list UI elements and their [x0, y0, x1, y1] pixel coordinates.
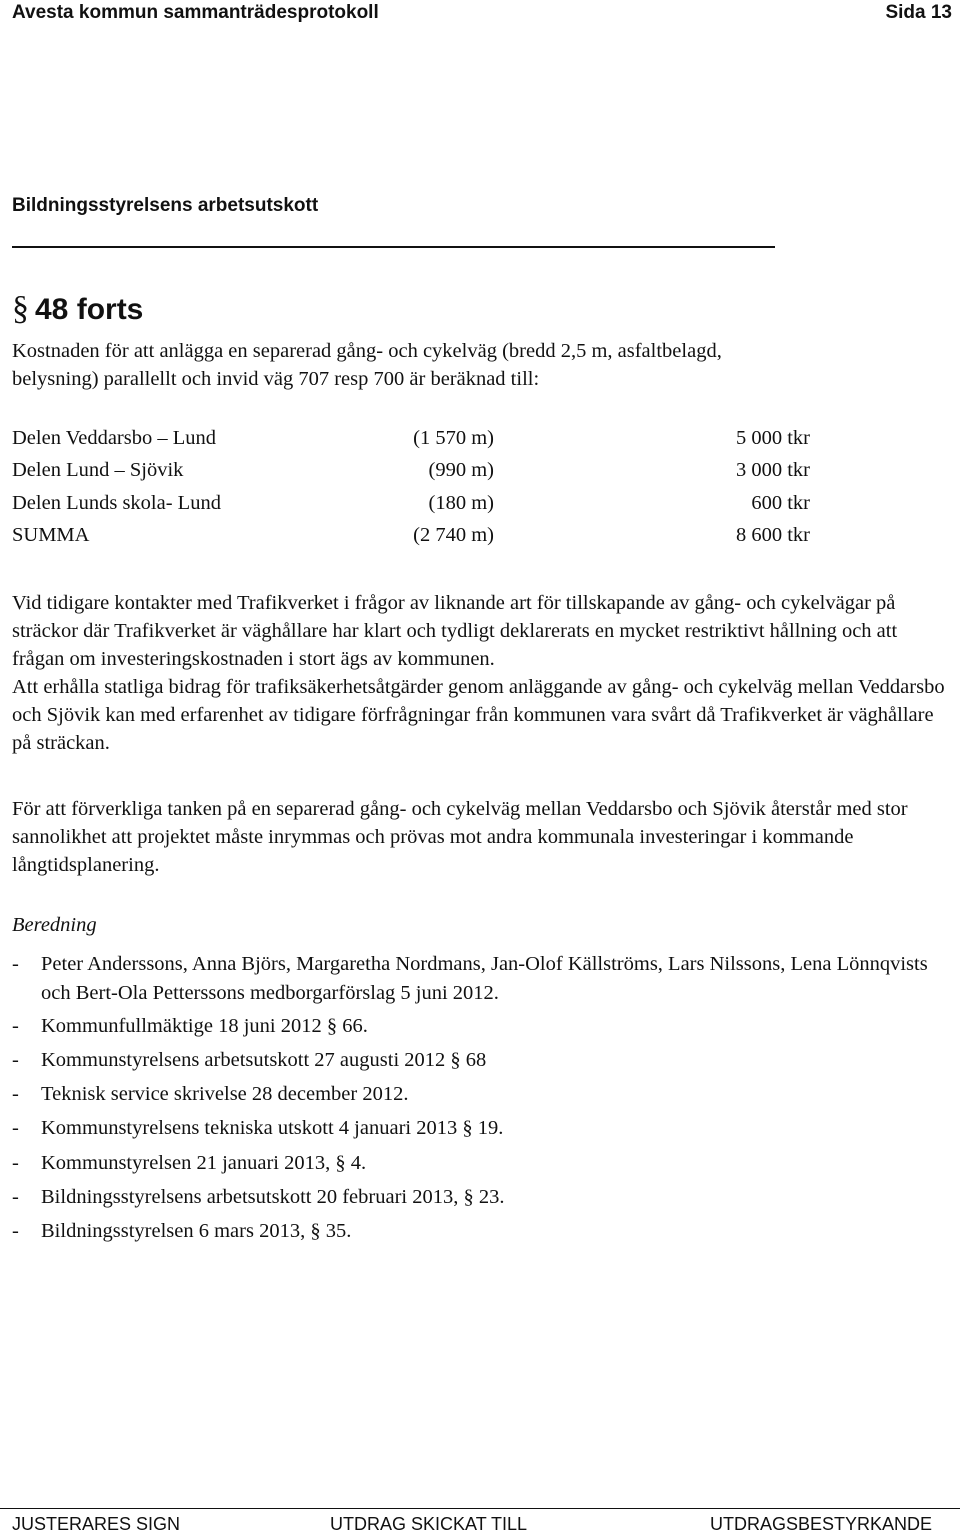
cost-segment: Delen Lund – Sjövik [12, 459, 184, 481]
intro-line: belysning) parallellt och invid väg 707 resp 700 är beräknad till: [12, 368, 540, 390]
cost-length: (2 740 m) [413, 524, 494, 546]
cost-length: (1 570 m) [413, 427, 494, 449]
paragraph-text: Att erhålla statliga bidrag för trafiksäkerhetsåtgärder genom anläggande av gång- och cykelväg mellan Veddarsbo och Sjövik kan med erfarenhet av tidigare förfrågningar från kommunen vara svårt då Trafikverket är väghållare på sträckan. [12, 676, 945, 754]
reference-text: Kommunfullmäktige 18 juni 2012 § 66. [41, 1015, 368, 1037]
list-dash: - [12, 953, 19, 975]
footer-sign-label: JUSTERARES SIGN [12, 1514, 181, 1534]
list-dash: - [12, 1015, 19, 1037]
reference-text: Teknisk service skrivelse 28 december 2012. [41, 1083, 409, 1105]
reference-item [12, 1080, 948, 1109]
cost-length: (180 m) [428, 492, 494, 514]
cost-length: (990 m) [428, 459, 494, 481]
section-symbol: § [12, 290, 29, 327]
cost-amount: 8 600 tkr [735, 524, 810, 546]
cost-segment: Delen Lunds skola- Lund [12, 492, 221, 514]
cost-row [12, 492, 812, 524]
reference-text: Kommunstyrelsens tekniska utskott 4 januari 2013 § 19. [41, 1117, 504, 1139]
page-number: Sida 13 [885, 2, 952, 23]
beredning-heading: Beredning [12, 914, 97, 936]
reference-item [12, 1183, 948, 1212]
reference-item [12, 1012, 948, 1041]
reference-item [12, 1046, 948, 1075]
reference-text: Kommunstyrelsens arbetsutskott 27 augusti 2012 § 68 [41, 1049, 487, 1071]
reference-item [12, 1217, 948, 1246]
reference-text: Bildningsstyrelsens arbetsutskott 20 februari 2013, § 23. [41, 1186, 505, 1208]
cost-row [12, 459, 812, 491]
list-dash: - [12, 1117, 19, 1139]
list-dash: - [12, 1049, 19, 1071]
trafikverket-paragraph [12, 589, 948, 757]
reference-item [12, 950, 948, 1008]
reference-text: Kommunstyrelsen 21 januari 2013, § 4. [41, 1152, 367, 1174]
section-title: 48 forts [35, 293, 144, 326]
committee-underline [12, 246, 775, 248]
cost-segment: SUMMA [12, 524, 90, 546]
paragraph-text: För att förverkliga tanken på en separerad gång- och cykelväg mellan Veddarsbo och Sjövik återstår med stor sannolikhet att projektet måste inrymmas och prövas mot andra kommunala investeringar i kommande långtidsplanering. [12, 798, 908, 876]
reference-text: Peter Anderssons, Anna Björs, Margaretha Nordmans, Jan-Olof Källströms, Lars Nilssons, Lena Lönnqvists och Bert-Ola Petterssons medborgarförslag 5 juni 2012. [41, 953, 928, 1004]
document-title: Avesta kommun sammanträdesprotokoll [12, 2, 379, 23]
conclusion-paragraph [12, 795, 948, 879]
reference-item [12, 1114, 948, 1143]
intro-paragraph [12, 337, 722, 393]
footer-certify-label: UTDRAGSBESTYRKANDE [709, 1514, 932, 1534]
cost-amount: 5 000 tkr [735, 427, 810, 449]
cost-amount: 600 tkr [751, 492, 810, 514]
cost-row-total [12, 524, 812, 556]
cost-row [12, 427, 812, 459]
footer-divider [0, 1508, 960, 1509]
list-dash: - [12, 1083, 19, 1105]
cost-segment: Delen Veddarsbo – Lund [12, 427, 217, 449]
list-dash: - [12, 1152, 19, 1174]
list-dash: - [12, 1186, 19, 1208]
reference-item [12, 1149, 948, 1178]
committee-name: Bildningsstyrelsens arbetsutskott [12, 195, 319, 216]
list-dash: - [12, 1220, 19, 1242]
cost-amount: 3 000 tkr [735, 459, 810, 481]
reference-text: Bildningsstyrelsen 6 mars 2013, § 35. [41, 1220, 352, 1242]
footer-sent-label: UTDRAG SKICKAT TILL [330, 1514, 528, 1534]
intro-line: Kostnaden för att anlägga en separerad gång- och cykelväg (bredd 2,5 m, asfaltbelagd, [12, 340, 722, 362]
paragraph-text: Vid tidigare kontakter med Trafikverket i frågor av liknande art för tillskapande av gång- och cykelvägar på sträckor där Trafikverket är väghållare har klart och tydligt deklarerats en mycket restriktivt hållning och att frågan om investeringskostnaden i stort ägs av kommunen. [12, 592, 898, 670]
section-heading [12, 290, 143, 328]
